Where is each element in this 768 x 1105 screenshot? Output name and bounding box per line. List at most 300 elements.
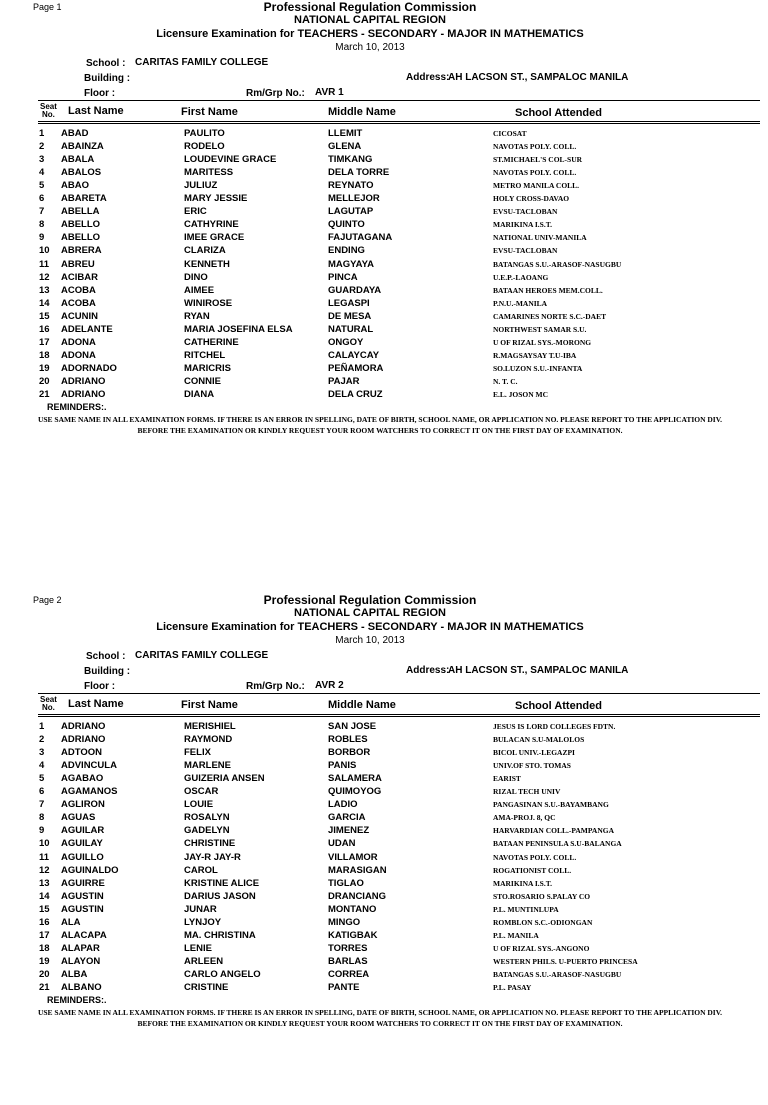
middle-name: QUINTO (328, 219, 365, 231)
table-row (0, 773, 768, 786)
school-attended: P.L. MANILA (493, 930, 539, 940)
header-rule-bottom (38, 121, 760, 122)
first-name: ARLEEN (184, 955, 224, 967)
seat-number: 12 (39, 271, 50, 283)
middle-name: MINGO (328, 916, 361, 928)
last-name-header: Last Name (68, 698, 124, 710)
seat-number: 1 (39, 721, 45, 732)
first-name: MARLENE (184, 760, 231, 772)
seat-number: 3 (39, 747, 45, 759)
seat-number: 11 (39, 851, 50, 863)
table-row (0, 363, 768, 376)
seat-number: 18 (39, 942, 50, 954)
last-name: AGUILAY (61, 838, 103, 850)
last-name: AGUIRRE (61, 877, 105, 889)
middle-name: PANTE (328, 982, 360, 993)
last-name: ADTOON (61, 747, 102, 759)
first-name: CLARIZA (184, 245, 226, 257)
last-name: ALA (61, 916, 81, 928)
last-name: AGUINALDO (61, 864, 119, 876)
school-attended: NORTHWEST SAMAR S.U. (493, 324, 587, 334)
first-name: MARY JESSIE (184, 193, 248, 205)
middle-name: TIMKANG (328, 154, 373, 166)
middle-name: MAGYAYA (328, 258, 374, 270)
middle-name: REYNATO (328, 180, 374, 192)
table-row (0, 891, 768, 904)
last-name: ABALA (61, 154, 95, 166)
middle-name: BORBOR (328, 747, 371, 759)
last-name: ADRIANO (61, 375, 106, 387)
seat-number: 12 (39, 864, 50, 876)
first-name: IMEE GRACE (184, 232, 245, 244)
table-row (0, 128, 768, 141)
school-attended: HARVARDIAN COLL.-PAMPANGA (493, 826, 614, 836)
school-attended: P.L. PASAY (493, 983, 532, 992)
last-name: ADORNADO (61, 362, 117, 374)
middle-name: DELA CRUZ (328, 389, 383, 400)
school-attended: P.N.U.-MANILA (493, 298, 548, 308)
first-name: RYAN (184, 310, 210, 322)
seat-number: 10 (39, 838, 50, 850)
last-name: ADELANTE (61, 323, 113, 335)
first-name: CRISTINE (184, 982, 229, 993)
header-rule-top (38, 100, 760, 101)
floor-label: Floor : (84, 88, 116, 99)
first-name: RODELO (184, 141, 225, 153)
last-name: ADRIANO (61, 721, 106, 732)
table-row (0, 350, 768, 363)
school-attended: U.E.P.-LAOANG (493, 272, 549, 282)
middle-name: PEÑAMORA (328, 362, 384, 374)
school-value: CARITAS FAMILY COLLEGE (135, 650, 269, 661)
first-name: MA. CHRISTINA (184, 929, 256, 941)
first-name: DINO (184, 271, 208, 283)
first-name: KRISTINE ALICE (184, 877, 260, 889)
first-name: CATHERINE (184, 336, 239, 348)
header-rule-bottom-2 (38, 123, 760, 124)
reminders-text: USE SAME NAME IN ALL EXAMINATION FORMS. IF THERE IS AN ERROR IN SPELLING, DATE OF BIRTH, SCHOOL NAME, OR APPLICATION NO. PLEASE REPORT TO THE APPLICATION DIV. BEFORE THE EXAMINATION OR KINDLY REQUEST YOUR ROOM WATCHERS TO CORRECT IT ON THE FIRST DAY OF EXAMINATION. (37, 1008, 723, 1028)
first-name: CONNIE (184, 375, 221, 387)
table-row (0, 311, 768, 324)
seat-number: 10 (39, 245, 50, 257)
first-name: PAULITO (184, 128, 225, 139)
page-number: Page 2 (33, 595, 62, 605)
seat-number: 8 (39, 219, 45, 231)
first-name: DIANA (184, 389, 215, 400)
middle-name: DE MESA (328, 310, 372, 322)
middle-name: GARCIA (328, 812, 366, 824)
middle-name: CALAYCAY (328, 349, 380, 361)
last-name: ABAD (61, 128, 89, 139)
first-name-header: First Name (181, 106, 238, 118)
first-name: GADELYN (184, 825, 230, 837)
last-name: ALBA (61, 968, 88, 980)
school-attended: P.L. MUNTINLUPA (493, 904, 559, 914)
table-row (0, 154, 768, 167)
table-row (0, 878, 768, 891)
first-name: JUNAR (184, 903, 217, 915)
seat-number: 17 (39, 336, 50, 348)
first-name: GUIZERIA ANSEN (184, 773, 265, 785)
middle-name: PAJAR (328, 375, 360, 387)
address-value: AH LACSON ST., SAMPALOC MANILA (448, 72, 629, 83)
table-row (0, 245, 768, 258)
seat-number: 11 (39, 258, 50, 270)
table-row (0, 389, 768, 402)
table-row (0, 141, 768, 154)
middle-name: DELA TORRE (328, 167, 390, 179)
first-name: MERISHIEL (184, 721, 236, 732)
middle-name: DRANCIANG (328, 890, 387, 902)
school-attended: BATAAN PENINSULA S.U-BALANGA (493, 839, 622, 849)
table-row (0, 298, 768, 311)
school-attended: EVSU-TACLOBAN (493, 207, 558, 217)
middle-name: MARASIGAN (328, 864, 387, 876)
exam-title: Licensure Examination for TEACHERS - SECONDARY - MAJOR IN MATHEMATICS (156, 28, 584, 40)
school-attended: STO.ROSARIO S.PALAY CO (493, 891, 591, 901)
first-name: KENNETH (184, 258, 230, 270)
table-row (0, 760, 768, 773)
last-name: ABREU (61, 258, 95, 270)
seat-number: 21 (39, 982, 50, 993)
first-name: ERIC (184, 206, 207, 218)
school-attended: E.L. JOSON MC (493, 390, 549, 399)
reminders-title: REMINDERS:. (47, 995, 107, 1005)
table-row (0, 930, 768, 943)
school-attended: EVSU-TACLOBAN (493, 246, 558, 256)
table-row (0, 376, 768, 389)
first-name: LENIE (184, 942, 212, 954)
seat-no-header: Seat No. (40, 102, 57, 119)
table-row (0, 852, 768, 865)
last-name: ADRIANO (61, 734, 106, 746)
middle-name: PINCA (328, 271, 358, 283)
building-label: Building : (84, 666, 131, 677)
last-name: ABAO (61, 180, 89, 192)
exam-date: March 10, 2013 (335, 42, 405, 53)
middle-name: NATURAL (328, 323, 374, 335)
seat-number: 2 (39, 734, 45, 746)
school-attended: PANGASINAN S.U.-BAYAMBANG (493, 800, 609, 810)
middle-name: UDAN (328, 838, 356, 850)
last-name: ABRERA (61, 245, 102, 257)
first-name: ROSALYN (184, 812, 230, 824)
last-name: ADVINCULA (61, 760, 117, 772)
header-rule-bottom (38, 714, 760, 715)
middle-name: ENDING (328, 245, 365, 257)
first-name: JULIUZ (184, 180, 218, 192)
school-attended: AMA-PROJ. 8, QC (493, 813, 556, 823)
school-value: CARITAS FAMILY COLLEGE (135, 57, 269, 68)
school-attended: RIZAL TECH UNIV (493, 787, 561, 797)
seat-no-header: Seat No. (40, 695, 57, 712)
first-name: CATHYRINE (184, 219, 239, 231)
seat-number: 19 (39, 955, 50, 967)
table-row (0, 206, 768, 219)
table-row (0, 917, 768, 930)
middle-name: TORRES (328, 942, 368, 954)
middle-name: MELLEJOR (328, 193, 380, 205)
table-row (0, 969, 768, 982)
school-attended: N. T. C. (493, 376, 518, 386)
last-name: ACOBA (61, 284, 96, 296)
middle-name-header: Middle Name (328, 106, 396, 118)
middle-name: ONGOY (328, 336, 364, 348)
table-row (0, 324, 768, 337)
seat-number: 9 (39, 825, 45, 837)
seat-number: 14 (39, 890, 50, 902)
school-attended: NAVOTAS POLY. COLL. (493, 142, 577, 152)
last-name: AGUSTIN (61, 903, 104, 915)
school-attended: WESTERN PHILS. U-PUERTO PRINCESA (493, 956, 638, 966)
exam-roster-page (0, 593, 768, 1105)
school-attended: BICOL UNIV.-LEGAZPI (493, 748, 575, 758)
middle-name: MONTANO (328, 903, 377, 915)
school-attended: U OF RIZAL SYS.-MORONG (493, 337, 592, 347)
first-name: LYNJOY (184, 916, 222, 928)
middle-name: TIGLAO (328, 877, 364, 889)
first-name: RAYMOND (184, 734, 233, 746)
last-name: ACUNIN (61, 310, 98, 322)
seat-number: 4 (39, 167, 45, 179)
seat-number: 1 (39, 128, 45, 139)
first-name: FELIX (184, 747, 211, 759)
region-title: NATIONAL CAPITAL REGION (294, 607, 446, 619)
table-row (0, 219, 768, 232)
last-name: AGAMANOS (61, 786, 118, 798)
last-name: ADONA (61, 336, 96, 348)
exam-roster-page (0, 0, 768, 512)
school-attended: EARIST (493, 774, 521, 784)
last-name: ALAPAR (61, 942, 100, 954)
school-attended: JESUS IS LORD COLLEGES FDTN. (493, 722, 616, 731)
middle-name: CORREA (328, 968, 370, 980)
table-row (0, 272, 768, 285)
seat-number: 9 (39, 232, 45, 244)
last-name-header: Last Name (68, 105, 124, 117)
middle-name: VILLAMOR (328, 851, 378, 863)
floor-label: Floor : (84, 681, 116, 692)
seat-number: 16 (39, 323, 50, 335)
first-name: MARICRIS (184, 362, 231, 374)
last-name: ALACAPA (61, 929, 107, 941)
first-name: CAROL (184, 864, 218, 876)
school-attended: ROMBLON S.C.-ODIONGAN (493, 917, 593, 927)
school-attended: ROGATIONIST COLL. (493, 865, 572, 875)
school-attended: HOLY CROSS-DAVAO (493, 194, 570, 204)
seat-number: 3 (39, 154, 45, 166)
seat-number: 5 (39, 773, 45, 785)
first-name: MARITESS (184, 167, 234, 179)
first-name: LOUIE (184, 799, 214, 811)
school-attended: CAMARINES NORTE S.C.-DAET (493, 311, 607, 321)
table-row (0, 734, 768, 747)
seat-number: 7 (39, 799, 45, 811)
middle-name: FAJUTAGANA (328, 232, 393, 244)
middle-name: LADIO (328, 799, 358, 811)
table-row (0, 943, 768, 956)
seat-number: 19 (39, 362, 50, 374)
last-name: ABAINZA (61, 141, 104, 153)
table-row (0, 232, 768, 245)
table-row (0, 167, 768, 180)
first-name: WINIROSE (184, 297, 233, 309)
table-row (0, 799, 768, 812)
last-name: ALAYON (61, 955, 101, 967)
seat-number: 13 (39, 284, 50, 296)
first-name: AIMEE (184, 284, 215, 296)
school-label: School : (86, 651, 126, 662)
org-title: Professional Regulation Commission (263, 593, 477, 607)
seat-number: 14 (39, 297, 50, 309)
middle-name: GLENA (328, 141, 362, 153)
middle-name-header: Middle Name (328, 699, 396, 711)
middle-name: SALAMERA (328, 773, 382, 785)
middle-name: SAN JOSE (328, 721, 377, 732)
header-rule-bottom-2 (38, 716, 760, 717)
seat-number: 6 (39, 193, 45, 205)
school-attended: CICOSAT (493, 129, 527, 138)
school-attended: MARIKINA I.S.T. (493, 220, 553, 230)
last-name: ADRIANO (61, 389, 106, 400)
last-name: ABELLO (61, 232, 101, 244)
table-row (0, 904, 768, 917)
middle-name: ROBLES (328, 734, 368, 746)
seat-number: 8 (39, 812, 45, 824)
first-name: MARIA JOSEFINA ELSA (184, 323, 293, 335)
school-attended: BATANGAS S.U.-ARASOF-NASUGBU (493, 259, 622, 269)
table-row (0, 337, 768, 350)
school-attended: MARIKINA I.S.T. (493, 878, 553, 888)
table-row (0, 747, 768, 760)
table-row (0, 838, 768, 851)
reminders-text: USE SAME NAME IN ALL EXAMINATION FORMS. IF THERE IS AN ERROR IN SPELLING, DATE OF BIRTH, SCHOOL NAME, OR APPLICATION NO. PLEASE REPORT TO THE APPLICATION DIV. BEFORE THE EXAMINATION OR KINDLY REQUEST YOUR ROOM WATCHERS TO CORRECT IT ON THE FIRST DAY OF EXAMINATION. (37, 415, 723, 435)
address-label: Address: (406, 72, 450, 83)
middle-name: JIMENEZ (328, 825, 370, 837)
first-name: DARIUS JASON (184, 890, 256, 902)
seat-number: 13 (39, 877, 50, 889)
middle-name: LEGASPI (328, 297, 370, 309)
exam-date: March 10, 2013 (335, 635, 405, 646)
last-name: AGUILLO (61, 851, 104, 863)
middle-name: QUIMOYOG (328, 786, 382, 798)
seat-number: 16 (39, 916, 50, 928)
first-name: LOUDEVINE GRACE (184, 154, 277, 166)
last-name: ABARETA (61, 193, 107, 205)
seat-number: 15 (39, 310, 50, 322)
seat-number: 5 (39, 180, 45, 192)
seat-number: 7 (39, 206, 45, 218)
school-attended: BULACAN S.U-MALOLOS (493, 735, 585, 745)
reminders-title: REMINDERS:. (47, 402, 107, 412)
room-label: Rm/Grp No.: (246, 88, 305, 99)
table-row (0, 982, 768, 995)
middle-name: BARLAS (328, 955, 368, 967)
last-name: ADONA (61, 349, 96, 361)
school-attended: METRO MANILA COLL. (493, 181, 580, 191)
region-title: NATIONAL CAPITAL REGION (294, 14, 446, 26)
school-attended: UNIV.OF STO. TOMAS (493, 761, 571, 771)
school-attended: BATAAN HEROES MEM.COLL. (493, 285, 603, 295)
room-value: AVR 1 (315, 87, 344, 98)
first-name: CARLO ANGELO (184, 968, 261, 980)
table-row (0, 721, 768, 734)
last-name: ABELLA (61, 206, 100, 218)
school-attended: SO.LUZON S.U.-INFANTA (493, 363, 583, 373)
seat-number: 20 (39, 375, 50, 387)
address-label: Address: (406, 665, 450, 676)
seat-number: 17 (39, 929, 50, 941)
table-row (0, 825, 768, 838)
school-attended: BATANGAS S.U.-ARASOF-NASUGBU (493, 969, 622, 979)
first-name: CHRISTINE (184, 838, 236, 850)
table-row (0, 180, 768, 193)
school-attended: U OF RIZAL SYS.-ANGONO (493, 943, 590, 953)
middle-name: PANIS (328, 760, 357, 772)
last-name: AGUILAR (61, 825, 105, 837)
first-name-header: First Name (181, 699, 238, 711)
last-name: AGABAO (61, 773, 104, 785)
seat-number: 21 (39, 389, 50, 400)
table-row (0, 786, 768, 799)
header-rule-top (38, 693, 760, 694)
middle-name: LAGUTAP (328, 206, 374, 218)
seat-number: 15 (39, 903, 50, 915)
table-row (0, 259, 768, 272)
school-attended: NAVOTAS POLY. COLL. (493, 852, 577, 862)
middle-name: LLEMIT (328, 128, 363, 139)
school-attended: ST.MICHAEL'S COL-SUR (493, 155, 583, 165)
first-name: JAY-R JAY-R (184, 851, 241, 863)
seat-number: 2 (39, 141, 45, 153)
building-label: Building : (84, 73, 131, 84)
table-row (0, 193, 768, 206)
middle-name: GUARDAYA (328, 284, 382, 296)
school-attended: NATIONAL UNIV-MANILA (493, 233, 587, 243)
first-name: RITCHEL (184, 349, 226, 361)
org-title: Professional Regulation Commission (263, 0, 477, 14)
exam-title: Licensure Examination for TEACHERS - SECONDARY - MAJOR IN MATHEMATICS (156, 621, 584, 633)
last-name: AGLIRON (61, 799, 105, 811)
last-name: ACIBAR (61, 271, 98, 283)
last-name: AGUAS (61, 812, 96, 824)
table-row (0, 865, 768, 878)
last-name: ALBANO (61, 982, 102, 993)
table-row (0, 956, 768, 969)
seat-number: 18 (39, 349, 50, 361)
school-attended: NAVOTAS POLY. COLL. (493, 168, 577, 178)
middle-name: KATIGBAK (328, 929, 378, 941)
seat-number: 20 (39, 968, 50, 980)
last-name: ABALOS (61, 167, 102, 179)
room-value: AVR 2 (315, 680, 344, 691)
last-name: ACOBA (61, 297, 96, 309)
room-label: Rm/Grp No.: (246, 681, 305, 692)
school-attended-header: School Attended (515, 107, 602, 119)
last-name: AGUSTIN (61, 890, 104, 902)
school-label: School : (86, 58, 126, 69)
seat-number: 4 (39, 760, 45, 772)
first-name: OSCAR (184, 786, 219, 798)
school-attended: R.MAGSAYSAY T.U-IBA (493, 350, 577, 360)
table-row (0, 285, 768, 298)
seat-number: 6 (39, 786, 45, 798)
last-name: ABELLO (61, 219, 101, 231)
page-number: Page 1 (33, 2, 62, 12)
school-attended-header: School Attended (515, 700, 602, 712)
address-value: AH LACSON ST., SAMPALOC MANILA (448, 665, 629, 676)
table-row (0, 812, 768, 825)
